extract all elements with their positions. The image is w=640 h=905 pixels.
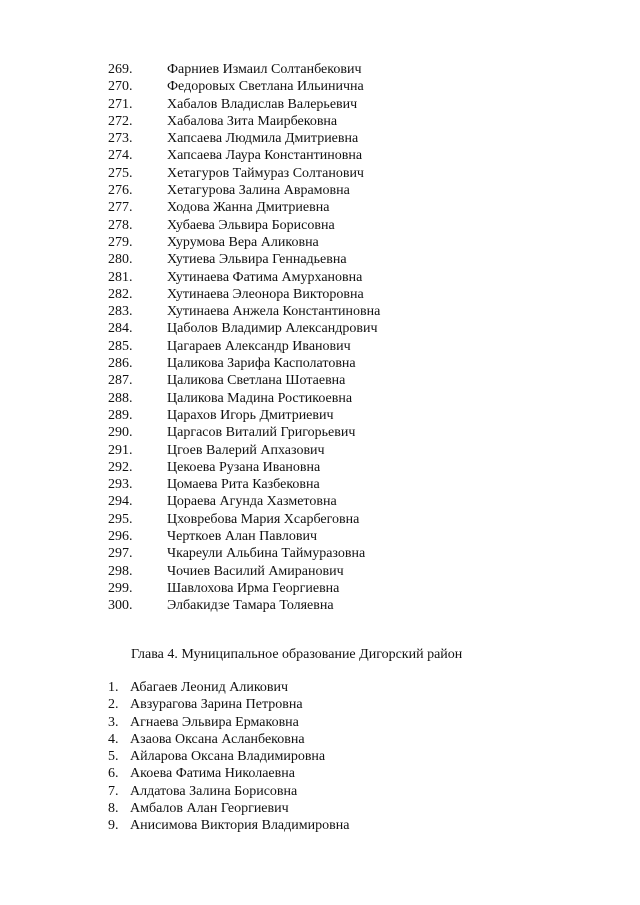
item-number: 292. — [108, 459, 133, 475]
item-number: 273. — [108, 131, 133, 147]
item-number: 281. — [108, 269, 133, 285]
person-name: Абагаев Леонид Аликович — [130, 680, 289, 695]
person-name: Цекоева Рузана Ивановна — [167, 459, 321, 475]
person-name: Авзурагова Зарина Петровна — [130, 697, 303, 713]
person-name: Цховребова Мария Хсарбеговна — [167, 511, 360, 527]
list-item — [108, 234, 380, 251]
list-item — [108, 182, 380, 199]
person-name: Царгасов Виталий Григорьевич — [167, 425, 356, 441]
person-name: Хетагурова Залина Аврамовна — [167, 183, 350, 199]
item-number: 7. — [108, 783, 119, 799]
item-number: 291. — [108, 442, 133, 458]
person-name: Элбакидзе Тамара Толяевна — [167, 598, 334, 614]
person-name: Хутинаева Анжела Константиновна — [167, 304, 381, 320]
list-item — [108, 217, 380, 234]
item-number: 288. — [108, 390, 133, 406]
item-number: 3. — [108, 714, 119, 730]
item-number: 8. — [108, 801, 119, 817]
list-item — [108, 442, 380, 459]
person-name: Цомаева Рита Казбековна — [167, 477, 320, 493]
person-name: Хутинаева Фатима Амурхановна — [167, 269, 363, 285]
item-number: 285. — [108, 338, 133, 354]
person-name: Хубаева Эльвира Борисовна — [167, 217, 335, 233]
person-name: Цгоев Валерий Апхазович — [167, 442, 325, 458]
person-name: Хетагуров Таймураз Солтанович — [167, 165, 364, 181]
list-item — [108, 78, 380, 95]
list-item — [108, 147, 380, 164]
person-name: Цаликова Зарифа Касполатовна — [167, 356, 356, 372]
person-name: Цаболов Владимир Александрович — [167, 321, 378, 337]
item-number: 296. — [108, 529, 133, 545]
list-item — [108, 320, 380, 337]
person-name: Анисимова Виктория Владимировна — [130, 818, 350, 834]
list-item — [108, 545, 380, 562]
item-number: 280. — [108, 252, 133, 268]
person-name: Хутиева Эльвира Геннадьевна — [167, 252, 347, 268]
list-item — [108, 714, 349, 731]
list-item — [108, 597, 380, 614]
item-number: 277. — [108, 200, 133, 216]
list-item — [108, 390, 380, 407]
person-name: Агнаева Эльвира Ермаковна — [130, 714, 299, 730]
person-name: Хапсаева Людмила Дмитриевна — [167, 131, 359, 147]
list-item — [108, 372, 380, 389]
item-number: 275. — [108, 165, 133, 181]
list-item — [108, 817, 349, 834]
item-number: 270. — [108, 79, 133, 95]
person-name: Чкареули Альбина Таймуразовна — [167, 546, 366, 562]
item-number: 289. — [108, 407, 133, 423]
item-number: 4. — [108, 731, 119, 747]
item-number: 294. — [108, 494, 133, 510]
list-item — [108, 783, 349, 800]
item-number: 2. — [108, 697, 119, 713]
list-item — [108, 511, 380, 528]
item-number: 271. — [108, 96, 133, 112]
item-number: 269. — [108, 62, 133, 77]
person-name: Акоева Фатима Николаевна — [130, 766, 295, 782]
item-number: 9. — [108, 818, 119, 834]
person-name: Черткоев Алан Павлович — [167, 529, 318, 545]
person-name: Хапсаева Лаура Константиновна — [167, 148, 363, 164]
list-item — [108, 731, 349, 748]
person-name: Фарниев Измаил Солтанбекович — [167, 62, 362, 77]
list-item — [108, 563, 380, 580]
list-item — [108, 528, 380, 545]
person-name: Шавлохова Ирма Георгиевна — [167, 580, 340, 596]
person-name: Царахов Игорь Дмитриевич — [167, 407, 334, 423]
list-item — [108, 355, 380, 372]
person-name: Цаликова Мадина Ростикоевна — [167, 390, 353, 406]
person-name: Чочиев Василий Амиранович — [167, 563, 344, 579]
item-number: 278. — [108, 217, 133, 233]
item-number: 299. — [108, 580, 133, 596]
item-number: 298. — [108, 563, 133, 579]
item-number: 290. — [108, 425, 133, 441]
person-name: Хабалова Зита Маирбековна — [167, 113, 338, 129]
list-item — [108, 286, 380, 303]
list-item — [108, 424, 380, 441]
person-name: Хурумова Вера Аликовна — [167, 234, 319, 250]
item-number: 293. — [108, 477, 133, 493]
name-list-digorsky — [108, 679, 349, 835]
item-number: 287. — [108, 373, 133, 389]
item-number: 276. — [108, 183, 133, 199]
list-item — [108, 696, 349, 713]
list-item — [108, 493, 380, 510]
list-item — [108, 679, 349, 696]
item-number: 279. — [108, 234, 133, 250]
person-name: Цораева Агунда Хазметовна — [167, 494, 337, 510]
item-number: 300. — [108, 598, 133, 614]
item-number: 295. — [108, 511, 133, 527]
list-item — [108, 130, 380, 147]
list-item — [108, 165, 380, 182]
person-name: Хутинаева Элеонора Викторовна — [167, 286, 364, 302]
person-name: Федоровых Светлана Ильинична — [167, 79, 364, 95]
person-name: Ходова Жанна Дмитриевна — [167, 200, 330, 216]
item-number: 274. — [108, 148, 133, 164]
person-name: Азаова Оксана Асланбековна — [130, 731, 305, 747]
list-item — [108, 476, 380, 493]
item-number: 1. — [108, 680, 119, 695]
item-number: 6. — [108, 766, 119, 782]
item-number: 297. — [108, 546, 133, 562]
chapter-heading: Глава 4. Муниципальное образование Дигорский район — [131, 647, 463, 662]
list-item — [108, 580, 380, 597]
person-name: Цаликова Светлана Шотаевна — [167, 373, 346, 389]
list-item — [108, 338, 380, 355]
person-name: Амбалов Алан Георгиевич — [130, 801, 289, 817]
person-name: Цагараев Александр Иванович — [167, 338, 351, 354]
list-item — [108, 269, 380, 286]
list-item — [108, 303, 380, 320]
list-item — [108, 748, 349, 765]
list-item — [108, 407, 380, 424]
name-list-continued — [108, 61, 380, 615]
list-item — [108, 96, 380, 113]
list-item — [108, 765, 349, 782]
list-item — [108, 459, 380, 476]
item-number: 283. — [108, 304, 133, 320]
list-item — [108, 800, 349, 817]
item-number: 5. — [108, 749, 119, 765]
person-name: Айларова Оксана Владимировна — [130, 749, 326, 765]
item-number: 282. — [108, 286, 133, 302]
list-item — [108, 61, 380, 78]
item-number: 286. — [108, 356, 133, 372]
list-item — [108, 113, 380, 130]
list-item — [108, 251, 380, 268]
item-number: 284. — [108, 321, 133, 337]
person-name: Хабалов Владислав Валерьевич — [167, 96, 358, 112]
list-item — [108, 199, 380, 216]
person-name: Алдатова Залина Борисовна — [130, 783, 298, 799]
item-number: 272. — [108, 113, 133, 129]
